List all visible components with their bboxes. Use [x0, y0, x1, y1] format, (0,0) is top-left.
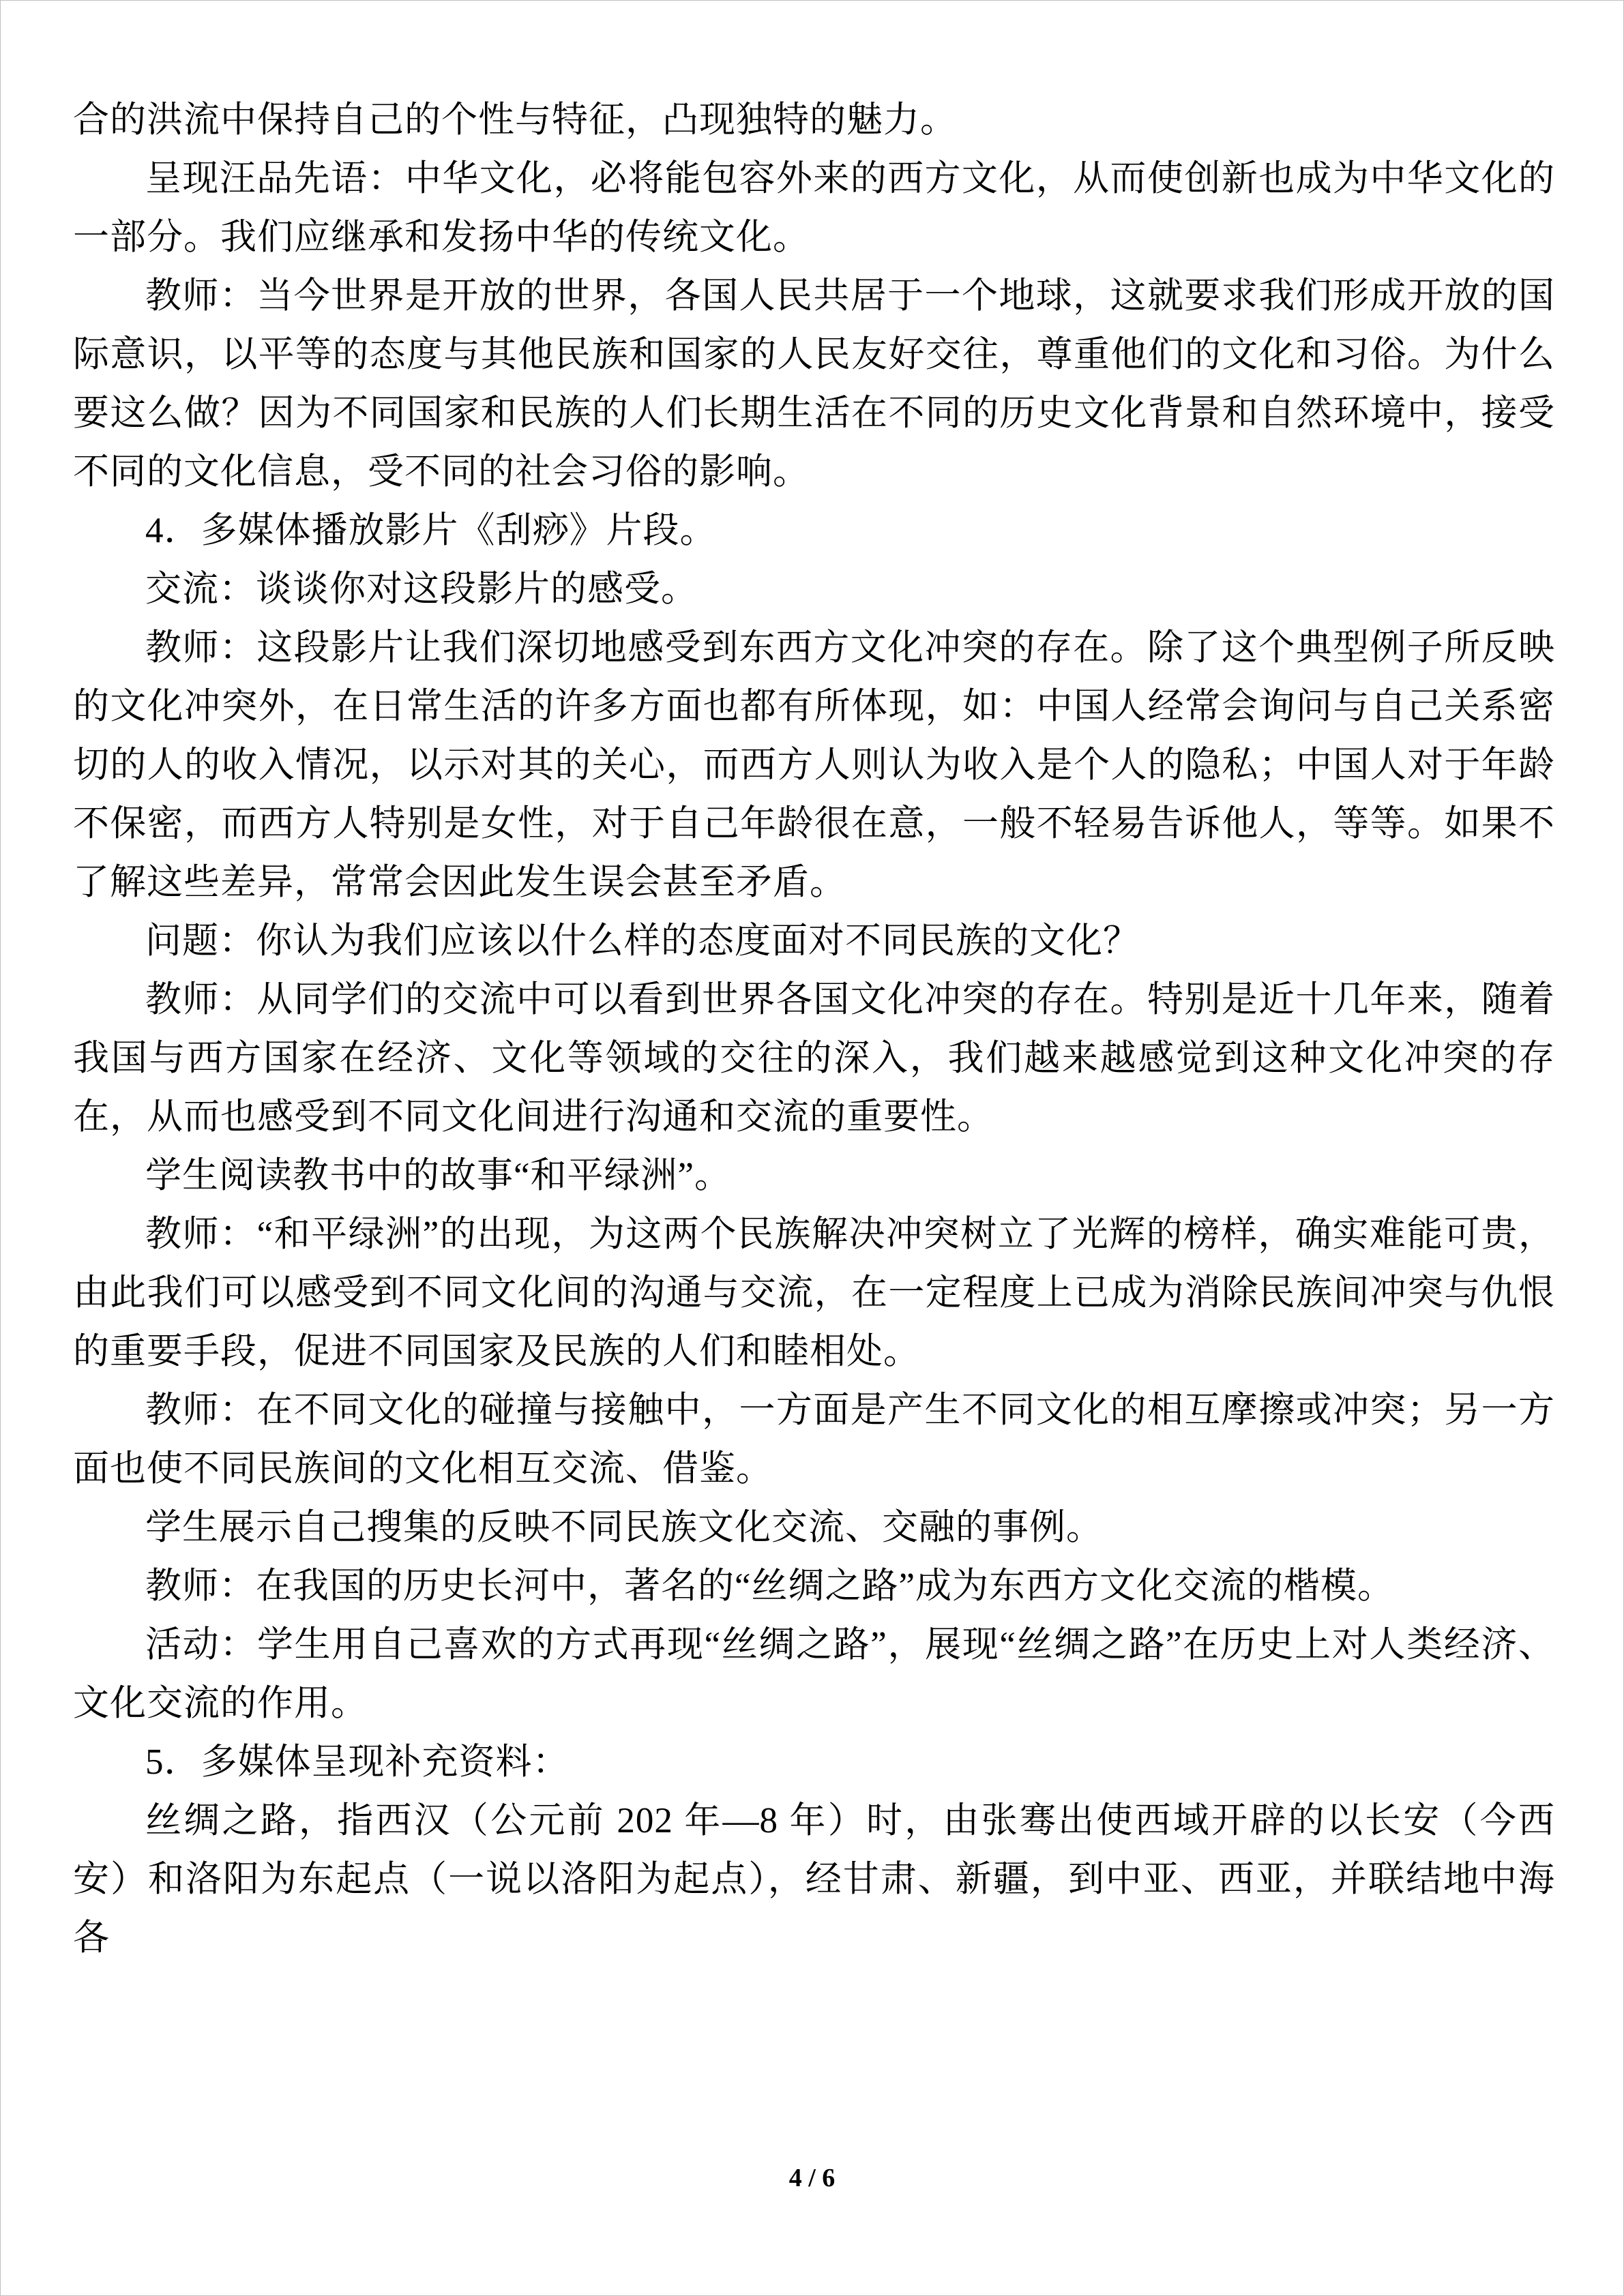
- paragraph: 呈现汪品先语：中华文化，必将能包容外来的西方文化，从而使创新也成为中华文化的一部分。我们应继承和发扬中华的传统文化。: [73, 159, 1555, 257]
- paragraph: 合的洪流中保持自己的个性与特征，凸现独特的魅力。: [73, 100, 957, 140]
- paragraph: 教师：“和平绿洲”的出现，为这两个民族解决冲突树立了光辉的榜样，确实难能可贵，由此我们可以感受到不同文化间的沟通与交流，在一定程度上已成为消除民族间冲突与仇恨的重要手段，促进不同国家及民族的人们和睦相处。: [73, 1214, 1555, 1371]
- paragraph: 教师：当今世界是开放的世界，各国人民共居于一个地球，这就要求我们形成开放的国际意识，以平等的态度与其他民族和国家的人民友好交往，尊重他们的文化和习俗。为什么要这么做？因为不同国家和民族的人们长期生活在不同的历史文化背景和自然环境中，接受不同的文化信息，受不同的社会习俗的影响。: [73, 276, 1555, 492]
- paragraph: 5．多媒体呈现补充资料：: [145, 1742, 570, 1782]
- paragraph: 学生展示自己搜集的反映不同民族文化交流、交融的事例。: [145, 1508, 1103, 1547]
- paragraph: 交流：谈谈你对这段影片的感受。: [145, 569, 698, 609]
- paragraph: 问题：你认为我们应该以什么样的态度面对不同民族的文化？: [145, 921, 1140, 961]
- page-number: 4 / 6: [788, 2164, 836, 2192]
- paragraph: 教师：在不同文化的碰撞与接触中，一方面是产生不同文化的相互摩擦或冲突；另一方面也使不同民族间的文化相互交流、借鉴。: [73, 1390, 1555, 1489]
- paragraph: 丝绸之路，指西汉（公元前 202 年—8 年）时，由张骞出使西域开辟的以长安（今西安）和洛阳为东起点（一说以洛阳为起点），经甘肃、新疆，到中亚、西亚，并联结地中海各: [73, 1801, 1555, 1958]
- document-body: [73, 91, 1555, 1967]
- paragraph: 活动：学生用自己喜欢的方式再现“丝绸之路”，展现“丝绸之路”在历史上对人类经济、文化交流的作用。: [73, 1625, 1555, 1723]
- paragraph: 4．多媒体播放影片《刮痧》片段。: [145, 511, 717, 550]
- paragraph: 教师：在我国的历史长河中，著名的“丝绸之路”成为东西方文化交流的楷模。: [145, 1566, 1395, 1606]
- paragraph: 教师：这段影片让我们深切地感受到东西方文化冲突的存在。除了这个典型例子所反映的文化冲突外，在日常生活的许多方面也都有所体现，如：中国人经常会询问与自己关系密切的人的收入情况，以示对其的关心，而西方人则认为收入是个人的隐私；中国人对于年龄不保密，而西方人特别是女性，对于自己年龄很在意，一般不轻易告诉他人，等等。如果不了解这些差异，常常会因此发生误会甚至矛盾。: [73, 628, 1555, 902]
- paragraph: 学生阅读教书中的故事“和平绿洲”。: [145, 1156, 732, 1195]
- paragraph: 教师：从同学们的交流中可以看到世界各国文化冲突的存在。特别是近十几年来，随着我国与西方国家在经济、文化等领域的交往的深入，我们越来越感觉到这种文化冲突的存在，从而也感受到不同文化间进行沟通和交流的重要性。: [73, 980, 1555, 1137]
